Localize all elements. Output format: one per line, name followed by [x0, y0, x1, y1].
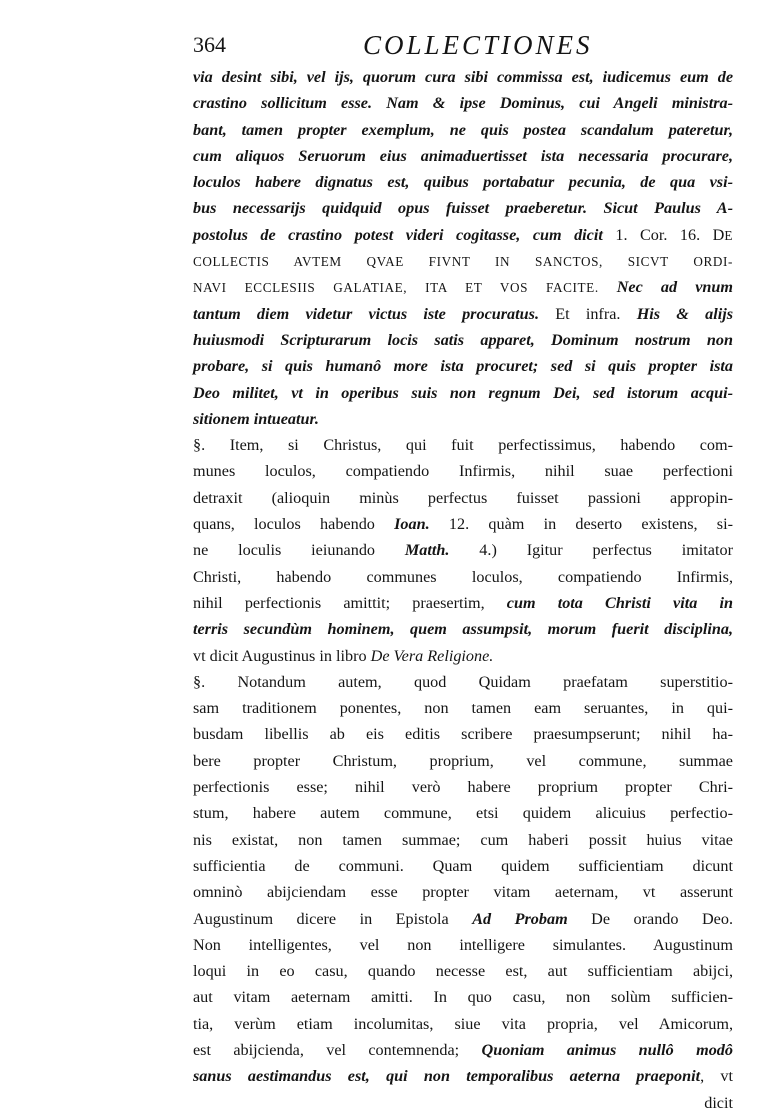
text-run: Deo militet, vt in operibus suis non regnum Dei, sed istorum acqui- [193, 383, 733, 402]
text-line [193, 169, 733, 195]
text-run: sanus aestimandus est, qui non temporalibus aeterna praeponit [193, 1067, 701, 1086]
text-line [193, 90, 733, 116]
text-run: Et infra. [555, 304, 637, 323]
text-line [193, 879, 733, 905]
text-run: Christi, habendo communes loculos, compatiendo Infirmis, [193, 567, 733, 586]
text-run: cum tota Christi vita in [506, 593, 733, 612]
body-text [193, 64, 733, 1116]
text-line [193, 827, 733, 853]
text-run: huiusmodi Scripturarum locis satis apparet, Dominum nostrum non [193, 330, 733, 349]
text-run: busdam libellis ab eis editis scribere praesumpserunt; nihil ha- [193, 725, 733, 744]
text-run: perfectionis esse; nihil verò habere proprium propter Chri- [193, 778, 733, 797]
text-line [193, 695, 733, 721]
text-run: terris secundùm hominem, quem assumpsit, morum fuerit disciplina, [193, 620, 733, 639]
text-line [193, 958, 733, 984]
text-run: probare, si quis humanô more ista procuret; sed si quis propter ista [193, 357, 733, 376]
text-line [193, 643, 733, 669]
text-line [193, 327, 733, 353]
text-line [193, 248, 733, 274]
text-run: NAVI ECCLESIIS GALATIAE, ITA ET VOS FACITE. [193, 280, 617, 296]
text-line [193, 721, 733, 747]
text-line [193, 669, 733, 695]
text-run: Augustinum dicere in Epistola [193, 909, 473, 928]
text-line [193, 380, 733, 406]
text-run: tantum diem videtur victus iste procuratus. [193, 304, 556, 323]
text-line [193, 616, 733, 642]
text-run: cum aliquos Seruorum eius animaduertisset ista necessaria procurare, [193, 146, 733, 165]
text-run: De orando Deo. [591, 909, 734, 928]
text-line [193, 222, 733, 248]
text-line [193, 1037, 733, 1063]
text-line [193, 432, 733, 458]
text-run: COLLECTIS AVTEM QVAE FIVNT IN SANCTOS, SICVT ORDI- [193, 254, 733, 270]
text-run: detraxit (alioquin minùs perfectus fuisset passioni appropin- [193, 488, 733, 507]
text-run: 4.) Igitur perfectus imitator [479, 541, 733, 560]
text-run: §. Item, si Christus, qui fuit perfectissimus, habendo com- [193, 436, 733, 455]
text-run: vt dicit Augustinus in libro [193, 646, 371, 665]
text-run: His & alijs [636, 304, 734, 323]
text-run: nis existat, non tamen summae; cum haberi possit huius vitae [193, 830, 733, 849]
text-run: Ioan. [394, 515, 449, 534]
text-line [193, 143, 733, 169]
text-run: 12. quàm in deserto existens, si- [448, 515, 733, 534]
text-run: 1. Cor. 16. D [615, 225, 725, 244]
page-header [193, 30, 733, 64]
text-line [193, 117, 733, 143]
text-run: bant, tamen propter exemplum, ne quis postea scandalum pateretur, [193, 120, 733, 139]
text-run: postolus de crastino potest videri cogitasse, cum dicit [193, 225, 616, 244]
text-run: Ad Probam [472, 909, 592, 928]
text-run: Quoniam animus nullô modô [481, 1040, 733, 1059]
text-line [193, 590, 733, 616]
text-run: loculos habere dignatus est, quibus portabatur pecunia, de qua vsi- [193, 173, 733, 192]
text-line [193, 1011, 733, 1037]
text-run: nihil perfectionis amittit; praesertim, [193, 593, 507, 612]
text-run: quans, loculos habendo [193, 515, 395, 534]
text-line [193, 458, 733, 484]
text-line [193, 748, 733, 774]
text-line [193, 511, 733, 537]
text-run: sitionem intueatur. [193, 409, 319, 428]
page-number: 364 [193, 32, 226, 57]
text-run: Matth. [404, 541, 480, 560]
text-run: E [724, 227, 734, 243]
text-line [193, 195, 733, 221]
text-line [193, 485, 733, 511]
running-title: COLLECTIONES [363, 30, 593, 60]
text-run: ne loculis ieiunando [193, 541, 405, 560]
text-line [193, 353, 733, 379]
text-line [193, 906, 733, 932]
text-run: stum, habere autem commune, etsi quidem alicuius perfectio- [193, 804, 733, 823]
text-run: est abijcienda, vel contemnenda; [193, 1040, 482, 1059]
text-line [193, 984, 733, 1010]
text-line [193, 274, 733, 300]
text-line [193, 564, 733, 590]
text-run: De Vera Religione. [370, 646, 494, 665]
text-line [193, 537, 733, 563]
text-line [193, 774, 733, 800]
text-line [193, 1090, 733, 1116]
text-run: via desint sibi, vel ijs, quorum cura sibi commissa est, iudicemus eum de [193, 68, 733, 86]
text-run: sufficientia de communi. Quam quidem sufficientiam dicunt [193, 856, 733, 875]
text-run: tia, verùm etiam incolumitas, siue vita propria, vel Amicorum, [193, 1014, 733, 1033]
text-line [193, 800, 733, 826]
text-run: bere propter Christum, proprium, vel commune, summae [193, 751, 733, 770]
text-line [193, 406, 733, 432]
text-line [193, 301, 733, 327]
text-run: aut vitam aeternam amitti. In quo casu, non solùm sufficien- [193, 988, 733, 1007]
text-run: Non intelligentes, vel non intelligere simulantes. Augustinum [193, 935, 733, 954]
text-line [193, 932, 733, 958]
text-run: sam traditionem ponentes, non tamen eam seruantes, in qui- [193, 699, 733, 718]
text-run: Nec ad vnum [616, 278, 734, 297]
text-line [193, 1063, 733, 1089]
text-run: loqui in eo casu, quando necesse est, aut sufficientiam abijci, [193, 962, 733, 981]
text-run: omninò abijciendam esse propter vitam aeternam, vt asserunt [193, 883, 733, 902]
text-run: , vt [700, 1067, 733, 1086]
text-run: crastino sollicitum esse. Nam & ipse Dominus, cui Angeli ministra- [193, 94, 733, 113]
text-run: munes loculos, compatiendo Infirmis, nihil suae perfectioni [193, 462, 733, 481]
text-run: §. Notandum autem, quod Quidam praefatam superstitio- [193, 672, 733, 691]
text-run: bus necessarijs quidquid opus fuisset praeberetur. Sicut Paulus A- [193, 199, 733, 218]
text-line [193, 853, 733, 879]
text-line [193, 64, 733, 90]
text-run: dicit [704, 1093, 733, 1112]
